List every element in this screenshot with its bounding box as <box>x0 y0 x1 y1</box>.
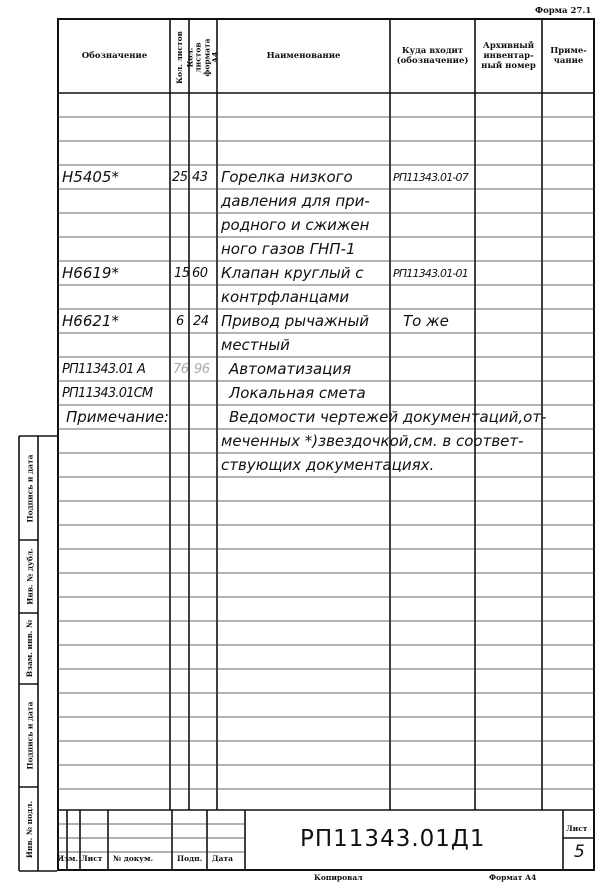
row-name: местный <box>221 336 290 354</box>
row-name: ного газов ГНП-1 <box>221 240 356 258</box>
note-text: меченных *)звездочкой,см. в соответ- <box>221 432 524 450</box>
row-name: Локальная смета <box>229 384 366 402</box>
tb-date: Дата <box>212 854 234 863</box>
row-a4: 43 <box>192 170 208 185</box>
header-archive-no: Архивный инвентар- ный номер <box>481 41 536 71</box>
footer-format: Формат А4 <box>489 873 537 882</box>
header-sheet-count: Кол. листов <box>174 30 184 84</box>
row-sheets: 6 <box>176 314 184 329</box>
sheet-number: 5 <box>574 842 585 862</box>
row-a4: 24 <box>193 314 209 329</box>
side-label-sign-date: Подпись и дата <box>25 701 35 770</box>
header-designation: Обозначение <box>81 51 148 62</box>
row-where: РП11343.01-07 <box>393 171 468 184</box>
tb-doc-no: № докум. <box>113 854 154 863</box>
tb-sheet: Лист <box>81 854 103 863</box>
row-name: контрфланцами <box>221 288 350 306</box>
row-designation: РП11343.01СМ <box>62 386 153 401</box>
row-sheets: 15 <box>174 266 190 281</box>
form-label: Форма 27.1 <box>535 6 592 16</box>
header-note: Приме- чание <box>550 46 587 66</box>
row-name: Автоматизация <box>229 360 352 378</box>
side-label-sign-date: Подпись и дата <box>25 454 35 522</box>
row-sheets: 25 <box>172 170 188 185</box>
row-name: Горелка низкого <box>221 168 353 186</box>
row-where: То же <box>403 312 449 330</box>
row-where: РП11343.01-01 <box>393 267 468 280</box>
note-text: ствующих документациях. <box>221 456 435 474</box>
row-name: Привод рычажный <box>221 312 370 330</box>
tb-sheet-label: Лист <box>566 824 588 833</box>
side-label-orig-inv: Инв. № подл. <box>25 800 35 858</box>
row-name: Клапан круглый с <box>221 264 364 282</box>
document-code: РП11343.01Д1 <box>300 826 486 852</box>
row-name: родного и сжижен <box>221 216 370 234</box>
row-a4: 60 <box>192 266 208 281</box>
tb-change: Изм. <box>57 854 78 863</box>
row-designation: Н6619* <box>62 264 119 282</box>
header-name: Наименование <box>266 51 341 62</box>
row-designation: Н6621* <box>62 312 119 330</box>
row-designation: РП11343.01 А <box>62 362 146 377</box>
header-a4-count: Кол. листов формата А4 <box>185 38 220 76</box>
row-name: давления для при- <box>221 192 370 210</box>
row-a4: 96 <box>194 362 210 377</box>
tb-signature: Подп. <box>177 854 203 863</box>
header-where-used: Куда входит (обозначение) <box>396 46 469 66</box>
side-label-replace-inv: Взам. инв. № <box>25 619 35 678</box>
note-label: Примечание: <box>66 408 169 426</box>
row-sheets: 76 <box>173 362 189 377</box>
row-designation: Н5405* <box>62 168 119 186</box>
note-text: Ведомости чертежей документаций,от- <box>229 408 547 426</box>
side-label-dup-inv: Инв. № дубл. <box>25 548 35 605</box>
footer-copied: Копировал <box>314 873 363 882</box>
